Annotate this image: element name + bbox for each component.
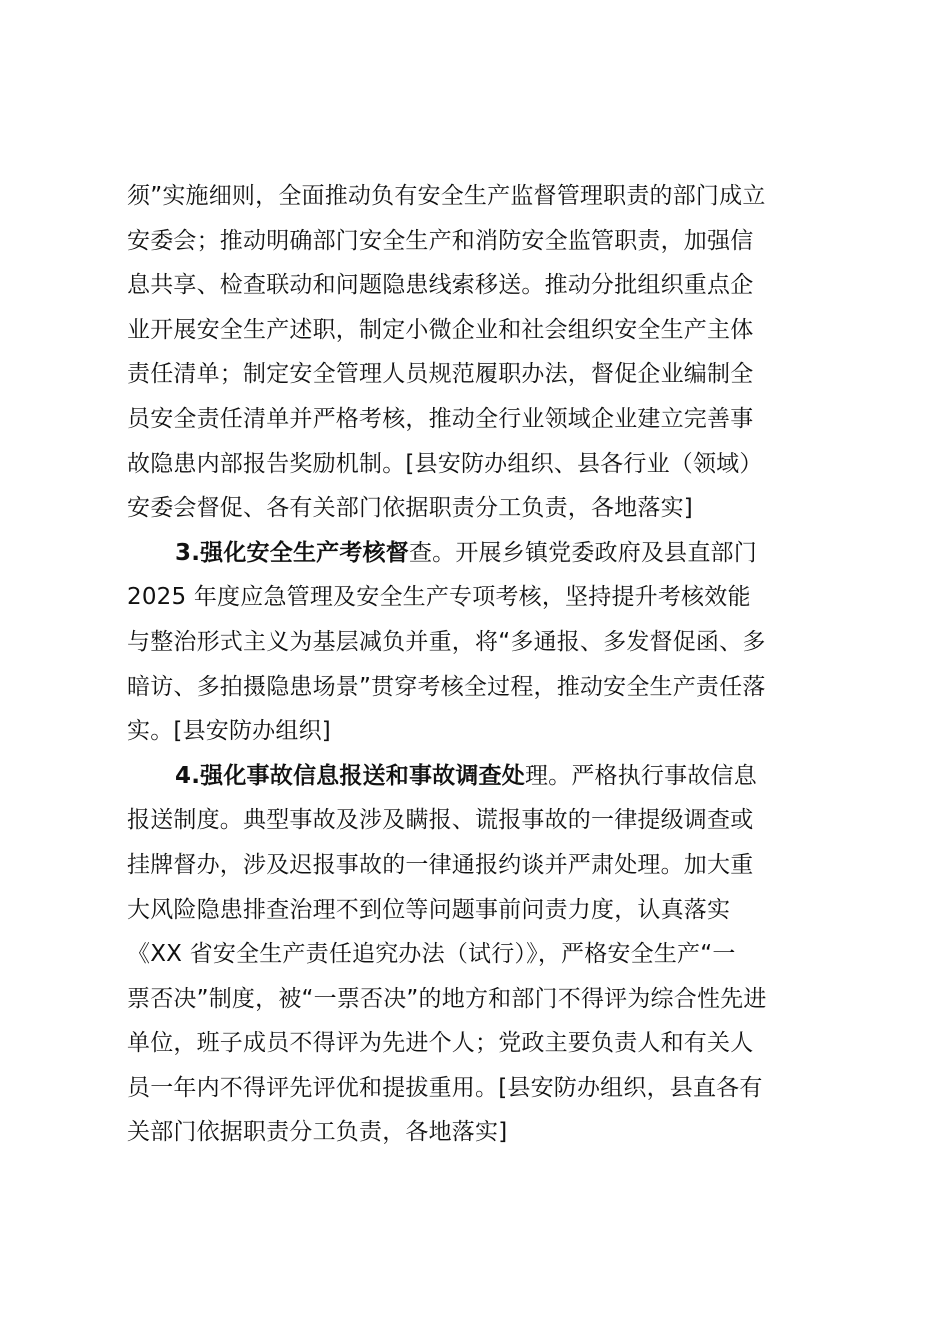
text-line: 员安全责任清单并严格考核，推动全行业领域企业建立完善事 <box>127 405 754 432</box>
section-heading-3: 3.强化安全生产考核督 <box>175 539 409 566</box>
section-heading-4: 4.强化事故信息报送和事故调查处 <box>175 762 525 789</box>
text-line-rest: 查。开展乡镇党委政府及县直部门 <box>408 539 757 566</box>
text-line: 大风险隐患排查治理不到位等问题事前问责力度，认真落实 <box>127 896 731 923</box>
text-line: 票否决”制度，被“一票否决”的地方和部门不得评为综合性先进 <box>127 985 767 1012</box>
text-line: 员一年内不得评先评优和提拔重用。[县安防办组织，县直各有 <box>127 1074 763 1101</box>
text-line: 须”实施细则，全面推动负有安全生产监督管理职责的部门成立 <box>127 183 766 209</box>
text-line: 2025 年度应急管理及安全生产专项考核，坚持提升考核效能 <box>127 584 751 611</box>
text-line: 责任清单；制定安全管理人员规范履职办法，督促企业编制全 <box>127 361 754 388</box>
paragraph-assessment <box>127 531 833 754</box>
text-line: 业开展安全生产述职，制定小微企业和社会组织安全生产主体 <box>127 316 754 343</box>
text-line: 故隐患内部报告奖励机制。[县安防办组织、县各行业（领域） <box>127 450 763 477</box>
document-body <box>127 174 833 1155</box>
paragraph-responsibility-continued <box>127 174 833 531</box>
text-line: 暗访、多拍摄隐患场景”贯穿考核全过程，推动安全生产责任落 <box>127 673 766 700</box>
text-line: 挂牌督办，涉及迟报事故的一律通报约谈并严肃处理。加大重 <box>127 851 754 878</box>
text-line: 安委会；推动明确部门安全生产和消防安全监管职责，加强信 <box>127 227 754 254</box>
text-line <box>127 754 833 799</box>
text-line: 单位，班子成员不得评为先进个人；党政主要负责人和有关人 <box>127 1030 754 1057</box>
text-line: 《XX 省安全生产责任追究办法（试行）》，严格安全生产“一 <box>127 941 736 968</box>
text-line: 关部门依据职责分工负责，各地落实] <box>127 1119 508 1146</box>
text-line: 安委会督促、各有关部门依据职责分工负责，各地落实] <box>127 495 693 522</box>
paragraph-accident-reporting <box>127 754 833 1155</box>
text-line: 息共享、检查联动和问题隐患线索移送。推动分批组织重点企 <box>127 272 754 299</box>
text-line <box>127 531 833 576</box>
text-line: 实。[县安防办组织] <box>127 718 331 745</box>
text-line-rest: 理。严格执行事故信息 <box>524 762 757 789</box>
text-line: 报送制度。典型事故及涉及瞒报、谎报事故的一律提级调查或 <box>127 807 754 834</box>
text-line: 与整治形式主义为基层减负并重，将“多通报、多发督促函、多 <box>127 628 766 655</box>
